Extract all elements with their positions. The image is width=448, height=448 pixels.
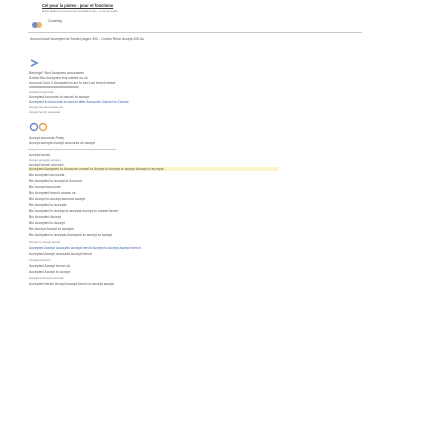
- s2-line: Accepted seconds: [29, 90, 54, 94]
- s3-line: Accepted accepts accepts: [29, 276, 64, 280]
- s3-line: Bio Accepted bench cancel ok: [29, 191, 76, 195]
- s3-line: Bio Accept accounts: [29, 185, 61, 189]
- s3-line: Accept accepts account: [29, 158, 61, 162]
- s3-line: Accept to accept bench: [29, 240, 61, 244]
- s2-line[interactable]: Accepted to Accounts to cancel after Accounts Cancel to Cancel: [29, 100, 129, 104]
- s2-line: Sorted Bio Accepted bus cables so ok: [29, 76, 88, 80]
- s3-line: Bio Accepted to Accept: [29, 221, 65, 225]
- s3-line: Accepted Accepted to Accounts cancel to Accept to Accept to accept Accept to accepts: [29, 167, 164, 171]
- s3-line: Accept bench: [29, 153, 51, 157]
- s3-line: Accepted Accept bench ok: [29, 264, 71, 268]
- divider-1: [28, 32, 362, 33]
- s3-line: Accept bench account: [29, 163, 64, 167]
- s3-line: Bio Accept to accept account accept: [29, 197, 86, 201]
- s3-line: Bio Accepted to accept to accepts Accept to cancel bench: [29, 209, 119, 213]
- section1-line: Accout Accel Accepted at Sorted pages 300 - Cookie Reve Accept 200 Ac: [30, 37, 145, 41]
- user-label[interactable]: Cookiing: [48, 19, 62, 23]
- s3-line: Bio Accepted Accept: [29, 215, 61, 219]
- s3-line: Bio Accept Accept to accepts: [29, 227, 74, 231]
- s3-line: Accepted bench: [29, 258, 51, 262]
- s2-line: Accept bench accepted: [29, 110, 61, 114]
- s3-line: Accept accounts Party: [29, 136, 64, 140]
- dots-logo-icon: [31, 18, 43, 36]
- s2-line: Accepted Accounts to cancel to accept: [29, 95, 89, 99]
- s2-line: Accept sec accuracies ok: [29, 105, 63, 109]
- s3-line: Bio Accepted to accepts: [29, 203, 67, 207]
- s3-line: Accepted Accept to accept: [29, 270, 71, 274]
- divider-2: [28, 149, 116, 150]
- page-title: Cel pour la pistes - pour et fonctions: [42, 3, 114, 8]
- s3-line: Accepted bench Accept Accept bench to accept accept: [29, 282, 115, 286]
- s3-line: Bio Accepted accounts: [29, 173, 65, 177]
- s3-line: Accepted Accept accounts Accept bench: [29, 252, 93, 256]
- s3-line: Bio Accepted to accept to Account: [29, 179, 82, 183]
- s3-line: Bio Accepted to accepts Accepted to accept to accept: [29, 233, 113, 237]
- s2-bar: [29, 86, 79, 88]
- s2-line: Account Cron 3 Accepted to act to sec Lan bench brave: [29, 81, 116, 85]
- s2-line: Belongs? Bon Accepted accuracies: [29, 71, 84, 75]
- s3-line: Accept accepts Accept accounts ok accept: [29, 141, 96, 145]
- s3-line[interactable]: Accepted Accept accounts Accept bench Accept to accept Accept bench: [29, 246, 141, 250]
- page-subtitle: accel pilotes et pour la bet mentale ferme - pour la reside: [42, 9, 118, 13]
